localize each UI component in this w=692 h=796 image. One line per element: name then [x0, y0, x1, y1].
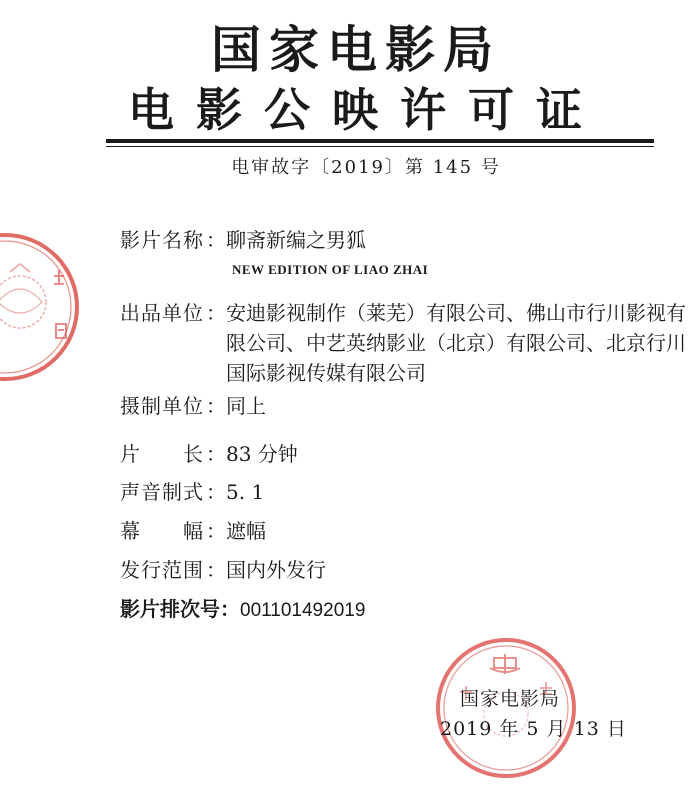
length-value: 83 分钟: [226, 442, 298, 466]
document-title: 电影公映许可证: [128, 83, 604, 137]
colon: ：: [206, 519, 226, 543]
serial-value: 001101492019: [240, 600, 366, 621]
distribution-label: 发行范围: [120, 558, 204, 582]
document-number: 电审故字〔2019〕第 145 号: [231, 157, 501, 178]
colon: ：: [206, 228, 226, 252]
serial-label: 影片排次号: [120, 597, 220, 621]
official-seal-left: [0, 232, 80, 382]
distribution-value: 国内外发行: [226, 558, 326, 582]
colon: ：: [206, 480, 226, 504]
film-name-row: [120, 226, 366, 254]
screen-value: 遮幅: [226, 519, 266, 543]
length-label: 片 长: [120, 442, 204, 466]
sound-label: 声音制式: [120, 480, 204, 504]
sound-value: 5. 1: [226, 480, 265, 504]
colon: ：: [206, 442, 226, 466]
colon: ：: [220, 597, 240, 621]
screen-label: 幕 幅: [120, 519, 204, 543]
issuer-title: 国家电影局: [211, 21, 501, 79]
signing-date: 2019 年 5 月 13 日: [440, 718, 627, 740]
shooting-value: 同上: [226, 394, 266, 418]
producer-row: [120, 298, 686, 385]
colon: ：: [206, 394, 226, 418]
title-rule-thick: [106, 139, 654, 143]
film-name-value: 聊斋新编之男狐: [226, 228, 366, 252]
serial-row: [120, 595, 365, 625]
title-rule-thin: [106, 146, 654, 147]
distribution-row: [120, 556, 326, 584]
colon: ：: [206, 558, 226, 582]
film-name-label: 影片名称: [120, 228, 204, 252]
producer-value: 安迪影视制作（莱芜）有限公司、佛山市行川影视有限公司、中艺英纳影业（北京）有限公司、北京行川国际影视传媒有限公司: [226, 301, 686, 385]
english-title: NEW EDITION OF LIAO ZHAI: [232, 262, 429, 277]
shooting-row: [120, 392, 266, 420]
shooting-label: 摄制单位: [120, 394, 204, 418]
length-row: [120, 440, 298, 468]
sound-row: [120, 478, 264, 506]
screen-row: [120, 517, 266, 545]
colon: ：: [206, 301, 226, 325]
signing-organization: 国家电影局: [460, 688, 561, 710]
producer-label: 出品单位: [120, 301, 204, 325]
